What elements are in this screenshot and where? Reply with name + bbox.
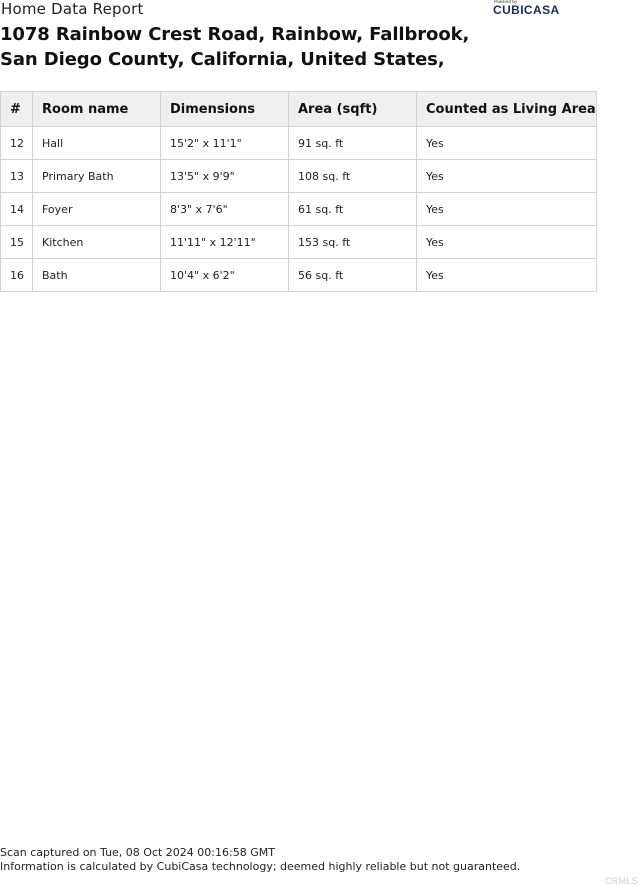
address-line-1: 1078 Rainbow Crest Road, Rainbow, Fallbrook, <box>0 24 470 45</box>
cell-area: 91 sq. ft <box>289 127 417 160</box>
cell-dimensions: 13'5" x 9'9" <box>161 160 289 193</box>
table-row <box>1 193 597 226</box>
cell-dimensions: 11'11" x 12'11" <box>161 226 289 259</box>
property-address <box>0 22 636 72</box>
cell-living-area: Yes <box>417 127 597 160</box>
column-header-number: # <box>1 92 33 127</box>
cell-dimensions: 10'4" x 6'2" <box>161 259 289 292</box>
cell-area: 61 sq. ft <box>289 193 417 226</box>
column-header-living-area: Counted as Living Area <box>417 92 597 127</box>
cell-room-name: Foyer <box>33 193 161 226</box>
cell-number: 14 <box>1 193 33 226</box>
column-header-dimensions: Dimensions <box>161 92 289 127</box>
table-row <box>1 259 597 292</box>
cell-area: 108 sq. ft <box>289 160 417 193</box>
address-line-2: San Diego County, California, United States, <box>0 49 445 70</box>
cell-number: 12 <box>1 127 33 160</box>
cell-room-name: Primary Bath <box>33 160 161 193</box>
table-row <box>1 127 597 160</box>
report-label: Home Data Report <box>1 0 144 18</box>
table-header-row <box>1 92 597 127</box>
column-header-room-name: Room name <box>33 92 161 127</box>
crmls-watermark: CRMLS <box>604 876 638 886</box>
cubicasa-logo <box>493 0 575 18</box>
brand-powered-text: Powered by <box>494 0 518 4</box>
cell-number: 16 <box>1 259 33 292</box>
column-header-area: Area (sqft) <box>289 92 417 127</box>
cell-dimensions: 15'2" x 11'1" <box>161 127 289 160</box>
scan-timestamp: Scan captured on Tue, 08 Oct 2024 00:16:58 GMT <box>0 846 275 859</box>
cell-dimensions: 8'3" x 7'6" <box>161 193 289 226</box>
cell-living-area: Yes <box>417 259 597 292</box>
room-data-table <box>0 91 597 292</box>
table-row <box>1 226 597 259</box>
cell-living-area: Yes <box>417 160 597 193</box>
cell-number: 15 <box>1 226 33 259</box>
report-footer <box>0 846 520 874</box>
cell-area: 56 sq. ft <box>289 259 417 292</box>
brand-name: CUBICASA <box>493 3 560 17</box>
cell-area: 153 sq. ft <box>289 226 417 259</box>
cell-living-area: Yes <box>417 193 597 226</box>
cell-living-area: Yes <box>417 226 597 259</box>
cell-room-name: Kitchen <box>33 226 161 259</box>
cell-room-name: Bath <box>33 259 161 292</box>
disclaimer-text: Information is calculated by CubiCasa technology; deemed highly reliable but not guaranteed. <box>0 860 521 873</box>
cell-room-name: Hall <box>33 127 161 160</box>
table-row <box>1 160 597 193</box>
cell-number: 13 <box>1 160 33 193</box>
